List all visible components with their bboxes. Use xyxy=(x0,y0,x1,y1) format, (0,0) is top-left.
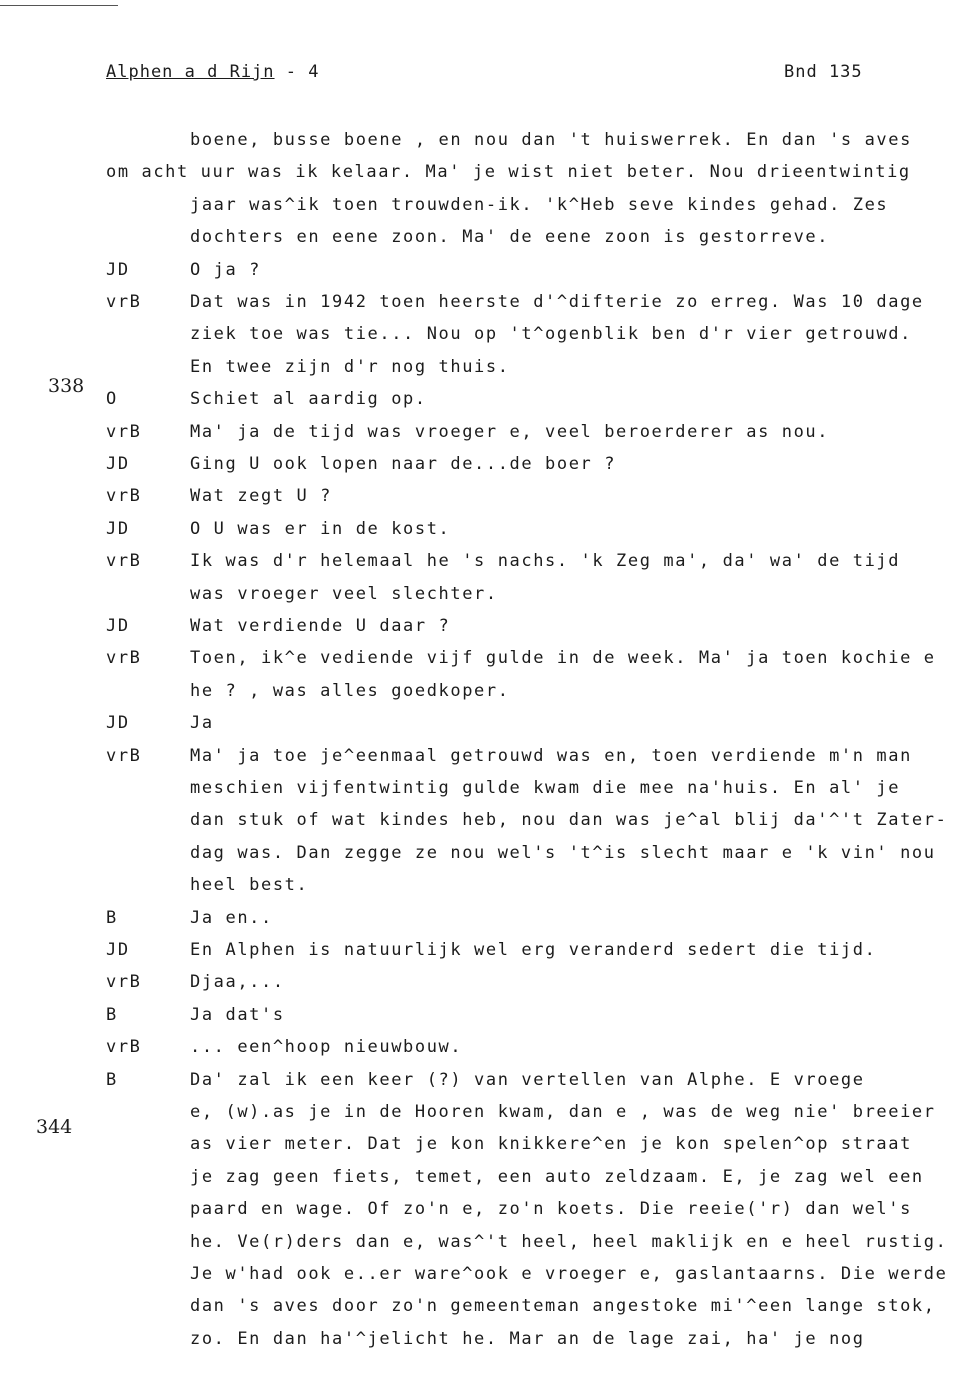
transcript-line xyxy=(106,292,956,324)
transcript-line xyxy=(106,908,956,940)
line-text: e, (w).as je in de Hooren kwam, dan e , was de weg nie' breeier xyxy=(190,1102,936,1122)
line-text: he ? , was alles goedkoper. xyxy=(190,680,510,701)
speaker-label: B xyxy=(106,1004,118,1025)
transcript-line xyxy=(106,422,956,454)
line-text: dochters en eene zoon. Ma' de eene zoon is gestorreve. xyxy=(190,227,830,248)
margin-number: 344 xyxy=(36,1116,73,1138)
line-text: En twee zijn d'r nog thuis. xyxy=(190,356,510,377)
line-text: dan 's aves door zo'n gemeenteman angestoke mi'^een lange stok, xyxy=(190,1296,936,1317)
transcript-line xyxy=(106,713,956,745)
speaker-label: B xyxy=(106,907,118,928)
line-text: En Alphen is natuurlijk wel erg veranderd sedert die tijd. xyxy=(190,940,877,960)
transcript-line xyxy=(106,843,956,875)
speaker-label: vrB xyxy=(106,1037,142,1058)
transcript-line xyxy=(106,389,956,421)
line-text: Wat zegt U ? xyxy=(190,486,333,507)
line-text: O U was er in de kost. xyxy=(190,518,451,539)
line-text: ziek toe was tie... Nou op 't^ogenblik ben d'r vier getrouwd. xyxy=(190,324,912,345)
line-text: meschien vijfentwintig gulde kwam die mee na'huis. En al' je xyxy=(190,778,901,798)
transcript-line xyxy=(106,940,956,972)
line-text: boene, busse boene , en nou dan 't huiswerrek. En dan 's aves xyxy=(190,130,912,150)
transcript-line xyxy=(106,972,956,1004)
transcript-line xyxy=(106,1005,956,1037)
transcript-line xyxy=(106,616,956,648)
line-text: Ja xyxy=(190,713,214,734)
line-text: Djaa,... xyxy=(190,972,285,993)
speaker-label: vrB xyxy=(106,551,142,572)
header-separator: - xyxy=(274,62,309,82)
line-text: heel best. xyxy=(190,875,309,896)
line-text: as vier meter. Dat je kon knikkere^en je kon spelen^op straat xyxy=(190,1134,912,1155)
speaker-label: B xyxy=(106,1069,118,1090)
line-text: om acht uur was ik kelaar. Ma' je wist niet beter. Nou drieentwintig xyxy=(106,162,911,183)
transcript-line xyxy=(106,1329,956,1361)
speaker-label: JD xyxy=(106,259,130,280)
speaker-label: JD xyxy=(106,518,130,539)
transcript-line xyxy=(106,1102,956,1134)
line-text: je zag geen fiets, temet, een auto zeldzaam. E, je zag wel een xyxy=(190,1166,924,1187)
page-header-left xyxy=(106,62,320,82)
transcript-line xyxy=(106,778,956,810)
line-text: jaar was^ik toen trouwden-ik. 'k^Heb seve kindes gehad. Zes xyxy=(190,194,889,215)
transcript-line xyxy=(106,1134,956,1166)
transcript-line xyxy=(106,746,956,778)
speaker-label: vrB xyxy=(106,486,142,507)
transcript-line xyxy=(106,1037,956,1069)
speaker-label: vrB xyxy=(106,745,142,766)
transcript-line xyxy=(106,1167,956,1199)
transcript-line xyxy=(106,519,956,551)
speaker-label: JD xyxy=(106,940,130,960)
transcript-line xyxy=(106,260,956,292)
line-text: paard en wage. Of zo'n e, zo'n koets. Die reeie('r) dan wel's xyxy=(190,1199,912,1220)
speaker-label: JD xyxy=(106,454,130,474)
transcript-line xyxy=(106,810,956,842)
transcript-line xyxy=(106,1070,956,1102)
line-text: Ja dat's xyxy=(190,1004,285,1025)
line-text: Schiet al aardig op. xyxy=(190,389,427,410)
line-text: ... een^hoop nieuwbouw. xyxy=(190,1037,463,1058)
line-text: dag was. Dan zegge ze nou wel's 't^is slecht maar e 'k vin' nou xyxy=(190,842,936,863)
line-text: O ja ? xyxy=(190,259,262,280)
transcript-line xyxy=(106,227,956,259)
speaker-label: vrB xyxy=(106,292,142,312)
transcript-line xyxy=(106,454,956,486)
transcript-line xyxy=(106,1296,956,1328)
transcript-line xyxy=(106,1232,956,1264)
line-text: he. Ve(r)ders dan e, was^'t heel, heel maklijk en e heel rustig. xyxy=(190,1231,948,1252)
transcript-line xyxy=(106,357,956,389)
line-text: Ja en.. xyxy=(190,907,273,928)
transcript-line xyxy=(106,1199,956,1231)
header-volume: Bnd 135 xyxy=(784,62,863,82)
speaker-label: vrB xyxy=(106,421,142,442)
speaker-label: vrB xyxy=(106,972,142,993)
line-text: Toen, ik^e vediende vijf gulde in de week. Ma' ja toen kochie e xyxy=(190,648,936,669)
speaker-label: JD xyxy=(106,616,130,636)
speaker-label: vrB xyxy=(106,648,142,669)
header-page-number: 4 xyxy=(308,62,320,82)
transcript-line xyxy=(106,162,956,194)
line-text: Wat verdiende U daar ? xyxy=(190,616,451,636)
speaker-label: O xyxy=(106,389,118,410)
line-text: Ma' ja de tijd was vroeger e, veel beroerderer as nou. xyxy=(190,421,830,442)
line-text: Ik was d'r helemaal he 's nachs. 'k Zeg ma', da' wa' de tijd xyxy=(190,551,901,572)
header-place: Alphen a d Rijn xyxy=(106,62,275,82)
line-text: Ging U ook lopen naar de...de boer ? xyxy=(190,454,617,474)
transcript-line xyxy=(106,1264,956,1296)
line-text: Je w'had ook e..er ware^ook e vroeger e, gaslantaarns. Die werde xyxy=(190,1264,948,1284)
transcript-line xyxy=(106,130,956,162)
top-rule xyxy=(0,5,118,6)
line-text: Da' zal ik een keer (?) van vertellen van Alphe. E vroege xyxy=(190,1069,865,1090)
line-text: dan stuk of wat kindes heb, nou dan was je^al blij da'^'t Zater- xyxy=(190,810,948,831)
line-text: Dat was in 1942 toen heerste d'^difterie zo erreg. Was 10 dage xyxy=(190,292,924,312)
line-text: zo. En dan ha'^jelicht he. Mar an de lage zai, ha' je nog xyxy=(190,1328,865,1349)
speaker-label: JD xyxy=(106,713,130,734)
line-text: Ma' ja toe je^eenmaal getrouwd was en, toen verdiende m'n man xyxy=(190,745,912,766)
transcript-line xyxy=(106,486,956,518)
transcript-line xyxy=(106,875,956,907)
transcript-line xyxy=(106,195,956,227)
transcript-line xyxy=(106,551,956,583)
transcript-line xyxy=(106,324,956,356)
margin-number: 338 xyxy=(48,375,85,397)
transcript-line xyxy=(106,584,956,616)
line-text: was vroeger veel slechter. xyxy=(190,583,498,604)
transcript-line xyxy=(106,648,956,680)
transcript-line xyxy=(106,681,956,713)
